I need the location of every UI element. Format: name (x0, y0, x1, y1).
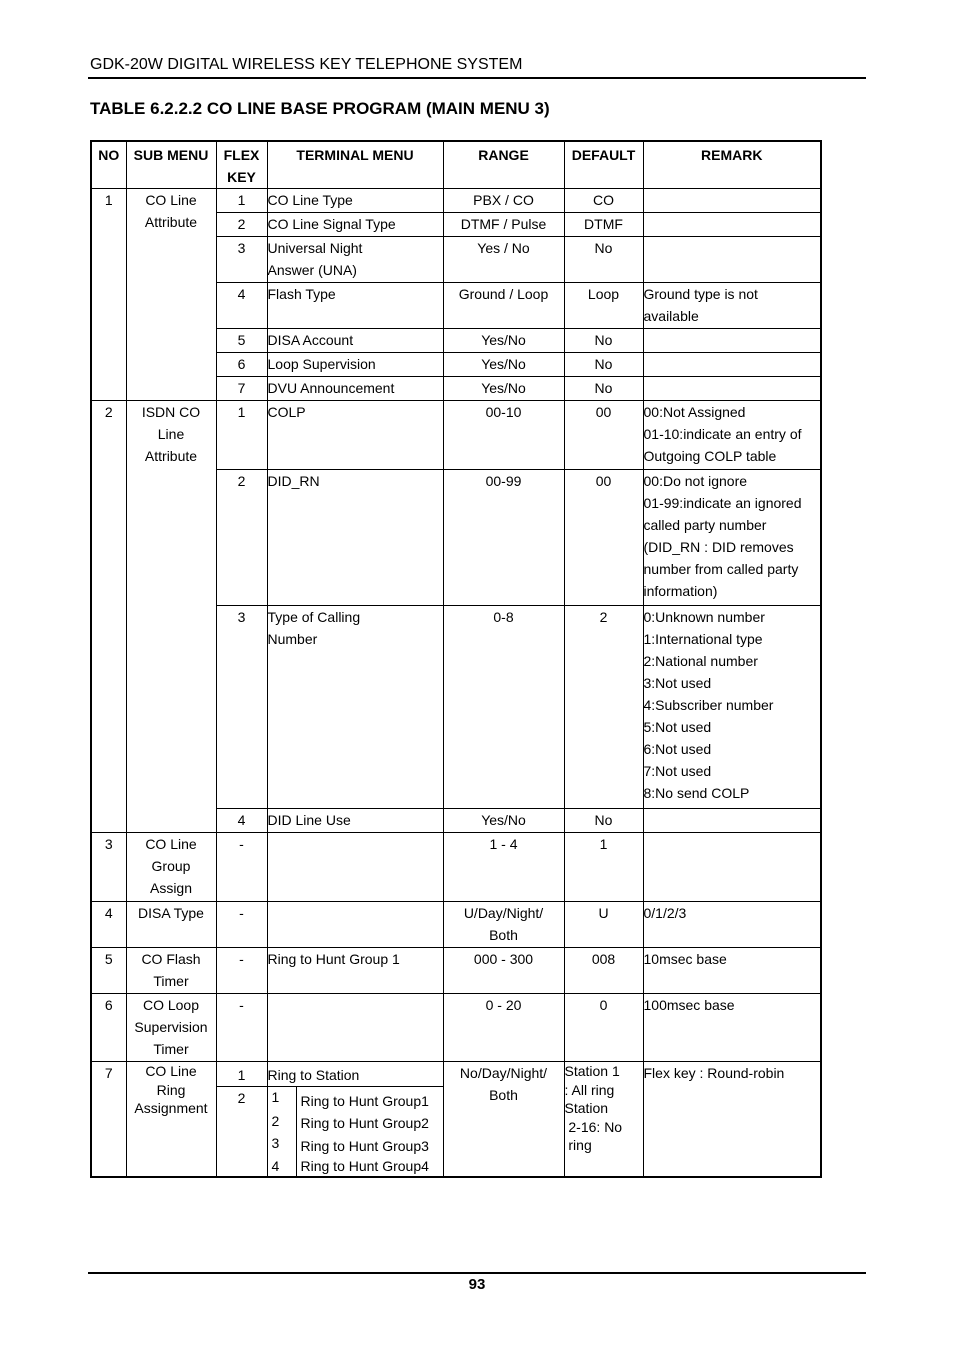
row-number: 5 (91, 948, 126, 994)
default-cell: 2 (564, 606, 643, 809)
terminal-menu-cell: Ring to Hunt Group 1 (267, 948, 443, 994)
range-cell: 00-10 (443, 401, 564, 470)
list-item: 4 Ring to Hunt Group4 (268, 1156, 443, 1176)
default-cell: 0 (564, 994, 643, 1062)
flex-key-cell: 7 (216, 377, 267, 401)
range-cell: U/Day/Night/ Both (443, 902, 564, 948)
table-row (91, 833, 821, 902)
terminal-menu-cell: Flash Type (267, 283, 443, 329)
terminal-menu-cell: CO Line Signal Type (267, 213, 443, 237)
flex-key-cell: - (216, 833, 267, 902)
sub-menu-cell: CO Line Ring Assignment (126, 1062, 216, 1178)
default-cell: No (564, 809, 643, 833)
sub-menu-cell: ISDN CO Line Attribute (126, 401, 216, 833)
remark-cell (643, 329, 821, 353)
remark-cell (643, 377, 821, 401)
remark-cell (643, 213, 821, 237)
table-row (91, 401, 821, 470)
terminal-menu-cell: Universal Night Answer (UNA) (267, 237, 443, 283)
flex-key-cell: - (216, 902, 267, 948)
default-cell: 008 (564, 948, 643, 994)
remark-cell: 00:Not Assigned 01-10:indicate an entry of Outgoing COLP table (643, 401, 821, 470)
header-rule (88, 77, 866, 79)
terminal-menu-cell (267, 994, 443, 1062)
table-title: TABLE 6.2.2.2 CO LINE BASE PROGRAM (MAIN MENU 3) (90, 99, 550, 118)
remark-cell: 100msec base (643, 994, 821, 1062)
remark-cell: Flex key : Round-robin (643, 1062, 821, 1178)
hunt-group-list (267, 1087, 443, 1178)
flex-key-cell: 3 (216, 237, 267, 283)
flex-key-cell: 3 (216, 606, 267, 809)
remark-cell (643, 353, 821, 377)
range-cell: Yes / No (443, 237, 564, 283)
row-number: 1 (91, 189, 126, 401)
default-cell: CO (564, 189, 643, 213)
list-item: 1 Ring to Hunt Group1 (268, 1087, 443, 1111)
terminal-menu-cell: Ring to Station (267, 1062, 443, 1087)
remark-cell (643, 809, 821, 833)
default-cell: 00 (564, 401, 643, 470)
remark-cell: 0/1/2/3 (643, 902, 821, 948)
range-cell: Yes/No (443, 377, 564, 401)
remark-cell: Ground type is not available (643, 283, 821, 329)
terminal-menu-cell: DVU Announcement (267, 377, 443, 401)
col-header-flex-key: FLEX KEY (216, 141, 267, 189)
terminal-menu-cell: COLP (267, 401, 443, 470)
sub-menu-cell: CO Line Group Assign (126, 833, 216, 902)
flex-key-cell: 1 (216, 189, 267, 213)
range-cell: Yes/No (443, 353, 564, 377)
row-number: 3 (91, 833, 126, 902)
default-cell: DTMF (564, 213, 643, 237)
row-number: 2 (91, 401, 126, 833)
page-number: 93 (468, 1276, 486, 1293)
col-header-range: RANGE (443, 141, 564, 189)
default-cell: Loop (564, 283, 643, 329)
footer-rule (88, 1272, 866, 1274)
default-cell: No (564, 353, 643, 377)
range-cell: Yes/No (443, 329, 564, 353)
table-row (91, 948, 821, 994)
remark-cell: 0:Unknown number 1:International type 2:National number 3:Not used 4:Subscriber number 5:Not used 6:Not used 7:Not used 8:No send COLP (643, 606, 821, 809)
default-cell: U (564, 902, 643, 948)
flex-key-cell: 1 (216, 1062, 267, 1087)
col-header-no: NO (91, 141, 126, 189)
default-cell: No (564, 237, 643, 283)
table-row (91, 1062, 821, 1087)
flex-key-cell: 5 (216, 329, 267, 353)
flex-key-cell: 4 (216, 809, 267, 833)
flex-key-cell: 2 (216, 1087, 267, 1178)
default-cell: 00 (564, 470, 643, 606)
row-number: 4 (91, 902, 126, 948)
range-cell: 0-8 (443, 606, 564, 809)
range-cell: 00-99 (443, 470, 564, 606)
terminal-menu-cell (267, 902, 443, 948)
range-cell: 000 - 300 (443, 948, 564, 994)
sub-menu-cell: DISA Type (126, 902, 216, 948)
remark-cell (643, 833, 821, 902)
flex-key-cell: 2 (216, 470, 267, 606)
flex-key-cell: - (216, 948, 267, 994)
terminal-menu-cell: CO Line Type (267, 189, 443, 213)
list-item: 2 Ring to Hunt Group2 (268, 1111, 443, 1133)
sub-menu-cell: CO Line Attribute (126, 189, 216, 401)
sub-menu-cell: CO Loop Supervision Timer (126, 994, 216, 1062)
remark-cell (643, 237, 821, 283)
sub-menu-cell: CO Flash Timer (126, 948, 216, 994)
hunt-group-table (268, 1087, 443, 1176)
terminal-menu-cell: Loop Supervision (267, 353, 443, 377)
default-cell: 1 (564, 833, 643, 902)
terminal-menu-cell: DISA Account (267, 329, 443, 353)
range-cell: Yes/No (443, 809, 564, 833)
col-header-terminal-menu: TERMINAL MENU (267, 141, 443, 189)
range-cell: No/Day/Night/ Both (443, 1062, 564, 1178)
flex-key-cell: 4 (216, 283, 267, 329)
range-cell: 0 - 20 (443, 994, 564, 1062)
terminal-menu-cell: Type of Calling Number (267, 606, 443, 809)
default-cell: No (564, 377, 643, 401)
terminal-menu-cell (267, 833, 443, 902)
remark-cell: 00:Do not ignore 01-99:indicate an ignored called party number (DID_RN : DID removes number from called party information) (643, 470, 821, 606)
list-item: 3 Ring to Hunt Group3 (268, 1133, 443, 1156)
co-line-base-program-table (90, 140, 822, 1178)
terminal-menu-cell: DID Line Use (267, 809, 443, 833)
range-cell: Ground / Loop (443, 283, 564, 329)
row-number: 6 (91, 994, 126, 1062)
table-row (91, 902, 821, 948)
flex-key-cell: 6 (216, 353, 267, 377)
terminal-menu-cell: DID_RN (267, 470, 443, 606)
default-cell: No (564, 329, 643, 353)
flex-key-cell: - (216, 994, 267, 1062)
flex-key-cell: 1 (216, 401, 267, 470)
table-row (91, 189, 821, 213)
remark-cell: 10msec base (643, 948, 821, 994)
default-cell: Station 1 : All ring Station 2-16: No ring (564, 1062, 643, 1178)
col-header-default: DEFAULT (564, 141, 643, 189)
range-cell: 1 - 4 (443, 833, 564, 902)
remark-cell (643, 189, 821, 213)
running-header: GDK-20W DIGITAL WIRELESS KEY TELEPHONE SYSTEM (90, 56, 523, 73)
range-cell: PBX / CO (443, 189, 564, 213)
row-number: 7 (91, 1062, 126, 1178)
col-header-sub-menu: SUB MENU (126, 141, 216, 189)
table-row (91, 994, 821, 1062)
flex-key-cell: 2 (216, 213, 267, 237)
col-header-remark: REMARK (643, 141, 821, 189)
table-header-row (91, 141, 821, 189)
range-cell: DTMF / Pulse (443, 213, 564, 237)
